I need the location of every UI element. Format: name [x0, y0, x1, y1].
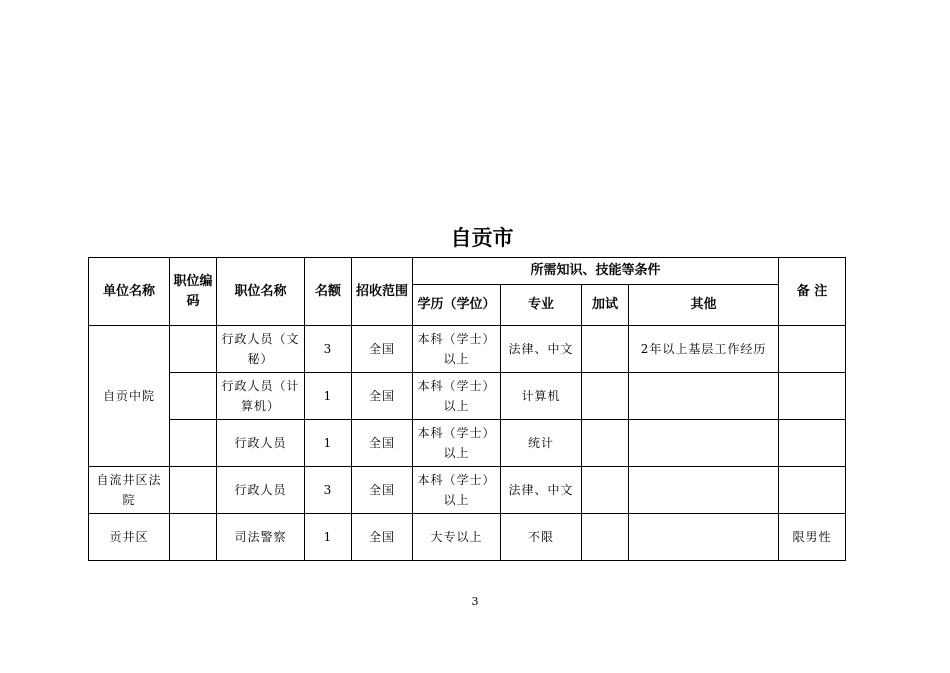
cell-position: 司法警察 [217, 514, 305, 561]
cell-unit: 自贡中院 [89, 326, 170, 467]
cell-major: 不限 [501, 514, 582, 561]
cell-exam [582, 326, 629, 373]
cell-scope: 全国 [352, 373, 413, 420]
cell-code [170, 467, 217, 514]
table-row [89, 467, 846, 514]
header-remarks: 备 注 [779, 258, 846, 326]
cell-position: 行政人员 [217, 420, 305, 467]
cell-position: 行政人员（计算机） [217, 373, 305, 420]
cell-other [629, 467, 779, 514]
cell-education: 本科（学士）以上 [413, 420, 501, 467]
cell-exam [582, 467, 629, 514]
cell-education: 本科（学士）以上 [413, 373, 501, 420]
cell-other [629, 420, 779, 467]
cell-major: 统计 [501, 420, 582, 467]
cell-code [170, 420, 217, 467]
cell-remarks [779, 373, 846, 420]
cell-exam [582, 420, 629, 467]
header-unit: 单位名称 [89, 258, 170, 326]
table-row [89, 514, 846, 561]
page-title: 自贡市 [450, 226, 514, 250]
cell-education: 本科（学士）以上 [413, 326, 501, 373]
header-requirements: 所需知识、技能等条件 [413, 258, 779, 285]
table-row [89, 373, 846, 420]
header-other: 其他 [629, 285, 779, 326]
cell-scope: 全国 [352, 420, 413, 467]
cell-major: 法律、中文 [501, 326, 582, 373]
cell-remarks [779, 326, 846, 373]
header-row-1 [89, 258, 846, 285]
recruitment-table [88, 257, 846, 561]
cell-major: 计算机 [501, 373, 582, 420]
header-scope: 招收范围 [352, 258, 413, 326]
header-position: 职位名称 [217, 258, 305, 326]
header-major: 专业 [501, 285, 582, 326]
page-number: 3 [471, 595, 479, 608]
table-row [89, 420, 846, 467]
cell-education: 本科（学士）以上 [413, 467, 501, 514]
cell-position: 行政人员（文秘） [217, 326, 305, 373]
header-exam: 加试 [582, 285, 629, 326]
cell-position: 行政人员 [217, 467, 305, 514]
cell-scope: 全国 [352, 514, 413, 561]
cell-quota: 1 [305, 514, 352, 561]
cell-education: 大专以上 [413, 514, 501, 561]
cell-unit: 自流井区法院 [89, 467, 170, 514]
header-education: 学历（学位） [413, 285, 501, 326]
cell-quota: 1 [305, 373, 352, 420]
cell-other [629, 514, 779, 561]
cell-remarks [779, 420, 846, 467]
cell-code [170, 373, 217, 420]
cell-major: 法律、中文 [501, 467, 582, 514]
cell-scope: 全国 [352, 326, 413, 373]
cell-remarks: 限男性 [779, 514, 846, 561]
cell-exam [582, 373, 629, 420]
cell-unit: 贡井区 [89, 514, 170, 561]
cell-quota: 3 [305, 467, 352, 514]
cell-quota: 3 [305, 326, 352, 373]
table-row [89, 326, 846, 373]
cell-other: 2年以上基层工作经历 [629, 326, 779, 373]
cell-other [629, 373, 779, 420]
header-quota: 名额 [305, 258, 352, 326]
cell-remarks [779, 467, 846, 514]
cell-quota: 1 [305, 420, 352, 467]
cell-scope: 全国 [352, 467, 413, 514]
cell-code [170, 514, 217, 561]
header-code: 职位编码 [170, 258, 217, 326]
cell-exam [582, 514, 629, 561]
cell-code [170, 326, 217, 373]
